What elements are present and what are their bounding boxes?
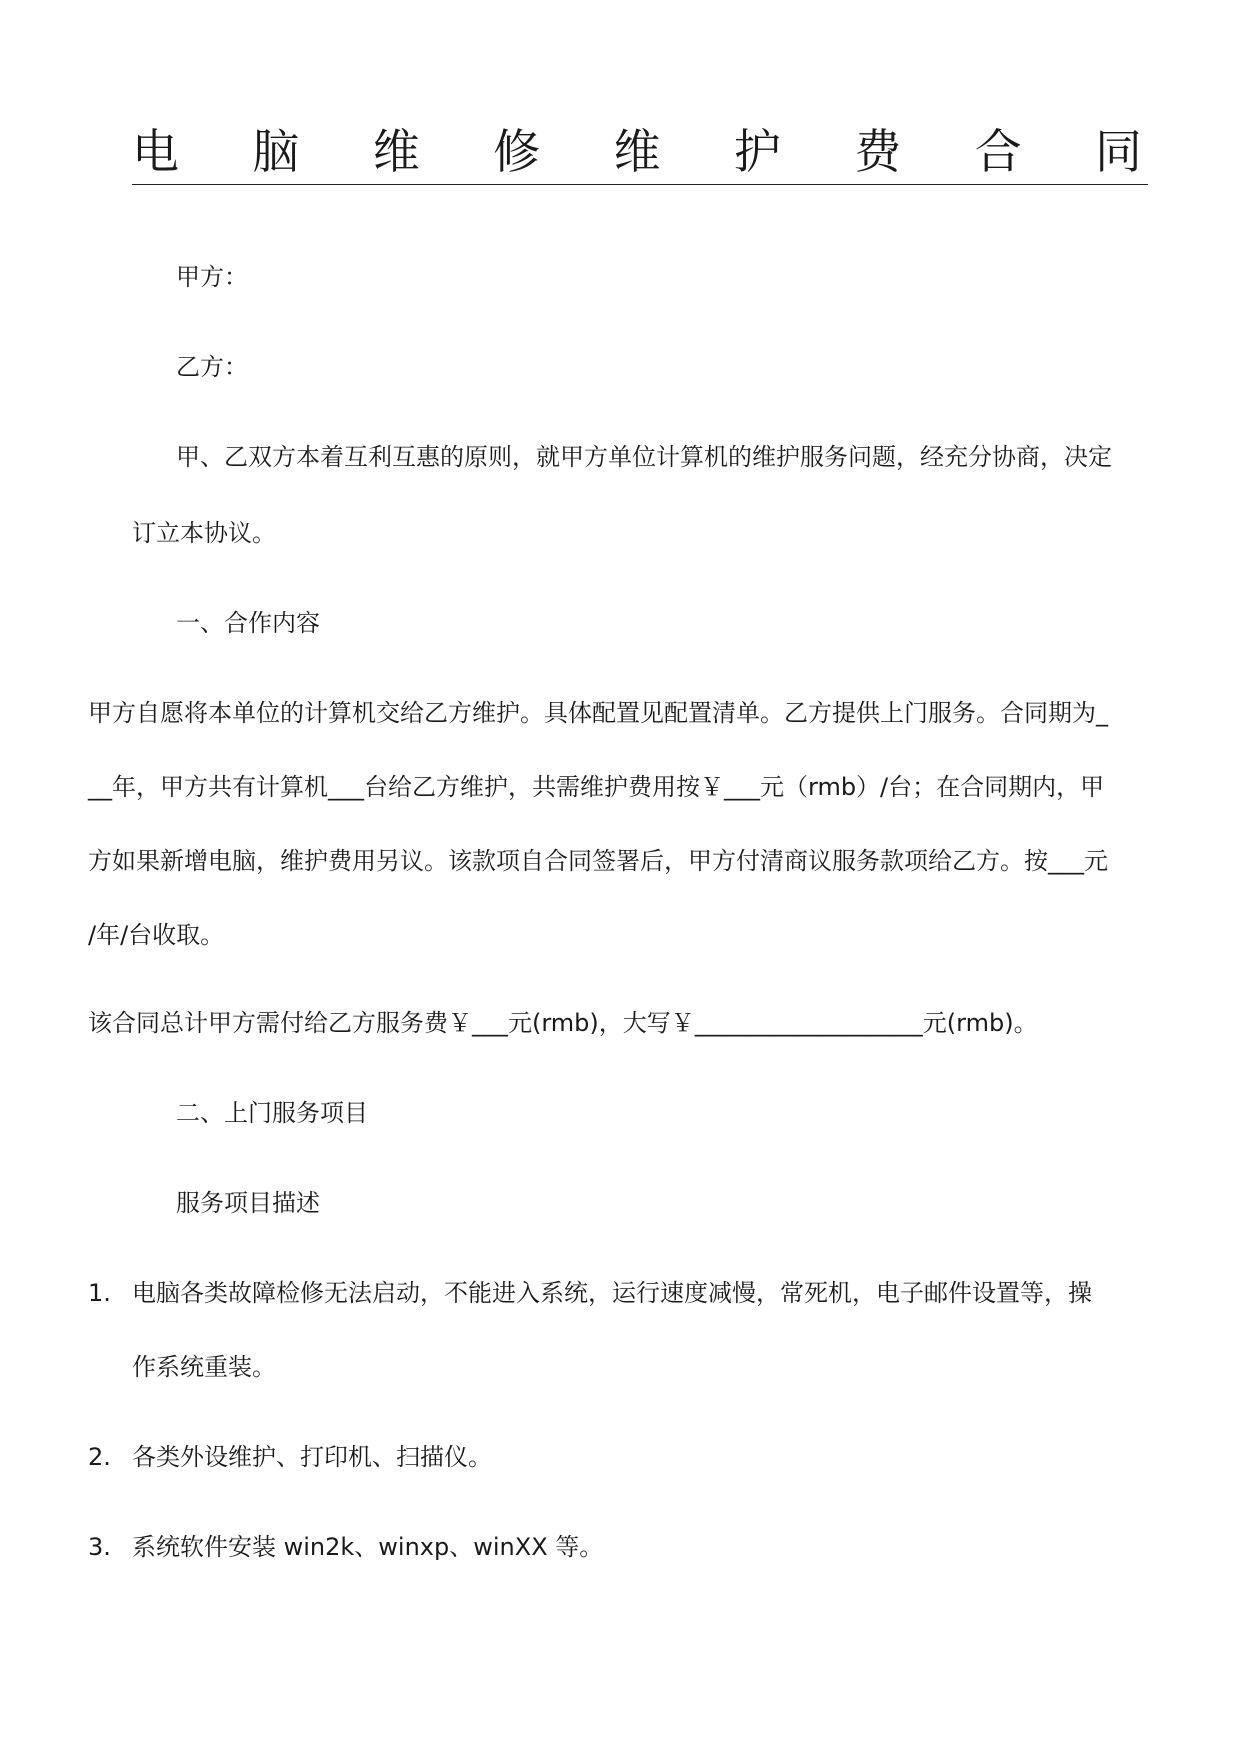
section-1-para-line: 方如果新增电脑，维护费用另议。该款项自合同签署后，甲方付清商议服务款项给乙方。按___元 bbox=[88, 847, 1108, 875]
title-char: 维 bbox=[372, 125, 420, 180]
party-b-label: 乙方： bbox=[176, 353, 248, 381]
total-fee-line: 该合同总计甲方需付给乙方服务费￥___元(rmb)，大写￥___________________元(rmb)。 bbox=[88, 1009, 1038, 1037]
title-char: 维 bbox=[613, 125, 661, 180]
title-char: 修 bbox=[493, 125, 541, 180]
list-item-text: 电脑各类故障检修无法启动，不能进入系统，运行速度减慢，常死机，电子邮件设置等，操 bbox=[132, 1279, 1092, 1307]
title-char: 电 bbox=[132, 125, 179, 180]
list-item-number: 2. bbox=[88, 1443, 111, 1471]
list-item-number: 1. bbox=[88, 1279, 111, 1307]
title-char: 同 bbox=[1095, 125, 1142, 180]
title-char: 合 bbox=[974, 125, 1022, 180]
intro-line-1: 甲、乙双方本着互利互惠的原则，就甲方单位计算机的维护服务问题，经充分协商，决定 bbox=[176, 443, 1112, 471]
list-item-text: 系统软件安装 win2k、winxp、winXX 等。 bbox=[132, 1533, 604, 1561]
title-underline bbox=[132, 184, 1148, 185]
list-item-text: 作系统重装。 bbox=[132, 1353, 276, 1381]
intro-line-2: 订立本协议。 bbox=[132, 519, 276, 547]
title-char: 脑 bbox=[252, 125, 300, 180]
service-items-subheading: 服务项目描述 bbox=[176, 1189, 320, 1217]
section-1-para-line: 甲方自愿将本单位的计算机交给乙方维护。具体配置见配置清单。乙方提供上门服务。合同期为_ bbox=[88, 699, 1108, 727]
section-1-heading: 一、合作内容 bbox=[176, 609, 320, 637]
title-char: 费 bbox=[854, 125, 902, 180]
party-a-label: 甲方： bbox=[176, 263, 248, 291]
section-1-para-line: /年/台收取。 bbox=[88, 921, 225, 949]
list-item-number: 3. bbox=[88, 1533, 111, 1561]
section-1-para-line: __年，甲方共有计算机___台给乙方维护，共需维护费用按￥___元（rmb）/台；在合同期内，甲 bbox=[88, 773, 1105, 801]
section-2-heading: 二、上门服务项目 bbox=[176, 1099, 368, 1127]
list-item-text: 各类外设维护、打印机、扫描仪。 bbox=[132, 1443, 492, 1471]
document-title bbox=[132, 118, 1142, 188]
title-char: 护 bbox=[733, 125, 781, 180]
